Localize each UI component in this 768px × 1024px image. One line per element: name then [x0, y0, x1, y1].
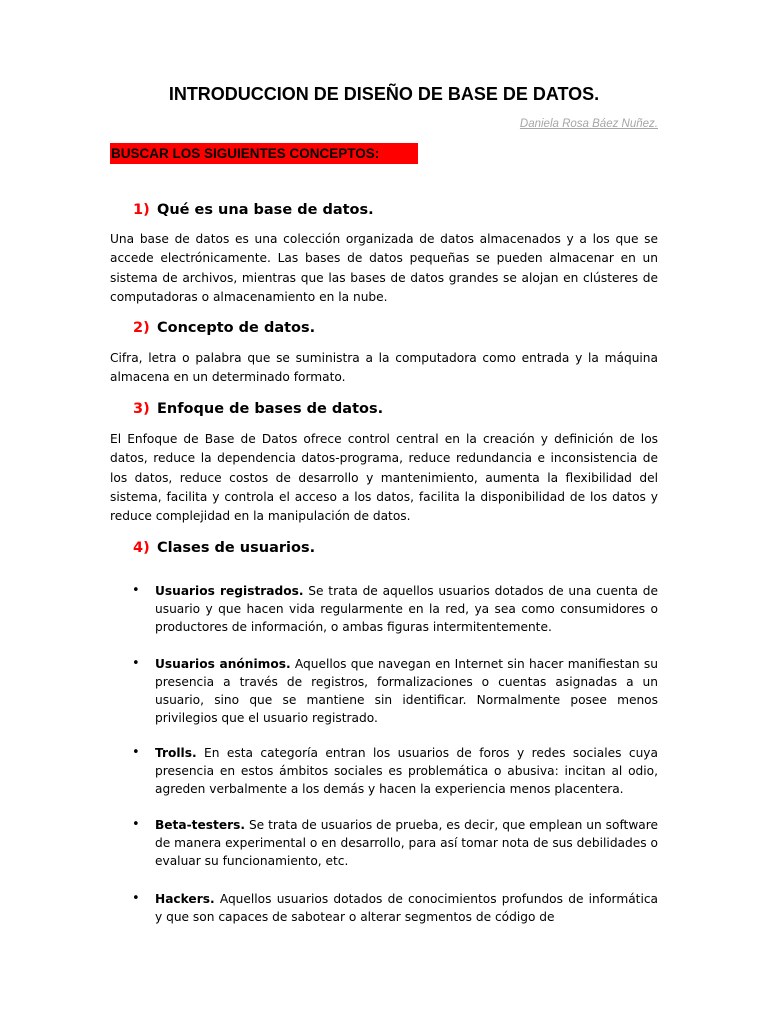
section-heading-2 [133, 318, 315, 338]
section-body-3: El Enfoque de Base de Datos ofrece control central en la creación y definición de los datos, reduce la dependencia datos-programa, reduce redundancia e inconsistencia de los datos, reduce costos de desarrollo y mantenimiento, aumenta la flexibilidad del sistema, facilita y controla el acceso a los datos, facilita la disponibilidad de los datos y reduce complejidad en la manipulación de datos. [110, 432, 658, 524]
list-item-text [155, 816, 658, 870]
list-item-usuarios-anonimos [110, 655, 658, 727]
list-item-hackers [110, 890, 658, 926]
list-item-description: En esta categoría entran los usuarios de foros y redes sociales cuya presencia en estos ámbitos sociales es problemática o abusiva: incitan al odio, agreden verbalmente a los demás y hacen la experiencia menos placentera. [155, 746, 658, 796]
section-heading-3 [133, 399, 383, 419]
section-heading-1 [133, 200, 374, 220]
list-item-text [155, 655, 658, 727]
section-heading-4 [133, 538, 315, 558]
list-item-description: Aquellos usuarios dotados de conocimientos profundos de informática y que son capaces de sabotear o alterar segmentos de código de [155, 892, 658, 924]
bullet-icon: • [132, 583, 140, 598]
section-title: Enfoque de bases de datos. [157, 401, 384, 417]
section-body-1: Una base de datos es una colección organizada de datos almacenados y a los que se accede electrónicamente. Las bases de datos pequeñas se pueden almacenar en un sistema de archivos, mientras que las bases de datos grandes se alojan en clústeres de computadoras o almacenamiento en la nube. [110, 232, 658, 304]
list-item-text [155, 582, 658, 636]
list-item-beta-testers [110, 816, 658, 870]
list-item-usuarios-registrados [110, 582, 658, 636]
list-item-term: Usuarios registrados. [155, 584, 304, 598]
list-item-trolls [110, 744, 658, 798]
instruction-heading: BUSCAR LOS SIGUIENTES CONCEPTOS: [110, 143, 418, 164]
section-body-2: Cifra, letra o palabra que se suministra a la computadora como entrada y la máquina almacena en un determinado formato. [110, 351, 658, 385]
section-title: Concepto de datos. [157, 320, 316, 336]
author-name: Daniela Rosa Báez Nuñez. [519, 118, 658, 130]
list-item-term: Trolls. [155, 746, 197, 760]
list-item-term: Beta-testers. [155, 818, 245, 832]
section-title: Clases de usuarios. [157, 540, 316, 556]
section-number: 1) [133, 202, 150, 218]
bullet-icon: • [132, 817, 140, 832]
list-item-description: Se trata de aquellos usuarios dotados de una cuenta de usuario y que hacen vida regularmente en la red, ya sea como consumidores o productores de información, o ambas figuras intermitentemente. [155, 584, 658, 634]
document-title: INTRODUCCION DE DISEÑO DE BASE DE DATOS. [168, 84, 600, 104]
section-title: Qué es una base de datos. [157, 202, 374, 218]
bullet-icon: • [132, 745, 140, 760]
bullet-icon: • [132, 656, 140, 671]
list-item-text [155, 744, 658, 798]
list-item-description: Aquellos que navegan en Internet sin hacer manifiestan su presencia a través de registros, formalizaciones o cuentas asignadas a un usuario, sino que se mantiene sin identificar. Normalmente posee menos privilegios que el usuario registrado. [155, 657, 658, 725]
list-item-description: Se trata de usuarios de prueba, es decir, que emplean un software de manera experimental o en desarrollo, para así tomar nota de sus debilidades o evaluar su funcionamiento, etc. [155, 818, 658, 868]
section-number: 4) [133, 540, 150, 556]
section-number: 2) [133, 320, 150, 336]
list-item-term: Hackers. [155, 892, 215, 906]
section-number: 3) [133, 401, 150, 417]
list-item-text [155, 890, 658, 926]
bullet-icon: • [132, 891, 140, 906]
list-item-term: Usuarios anónimos. [155, 657, 291, 671]
